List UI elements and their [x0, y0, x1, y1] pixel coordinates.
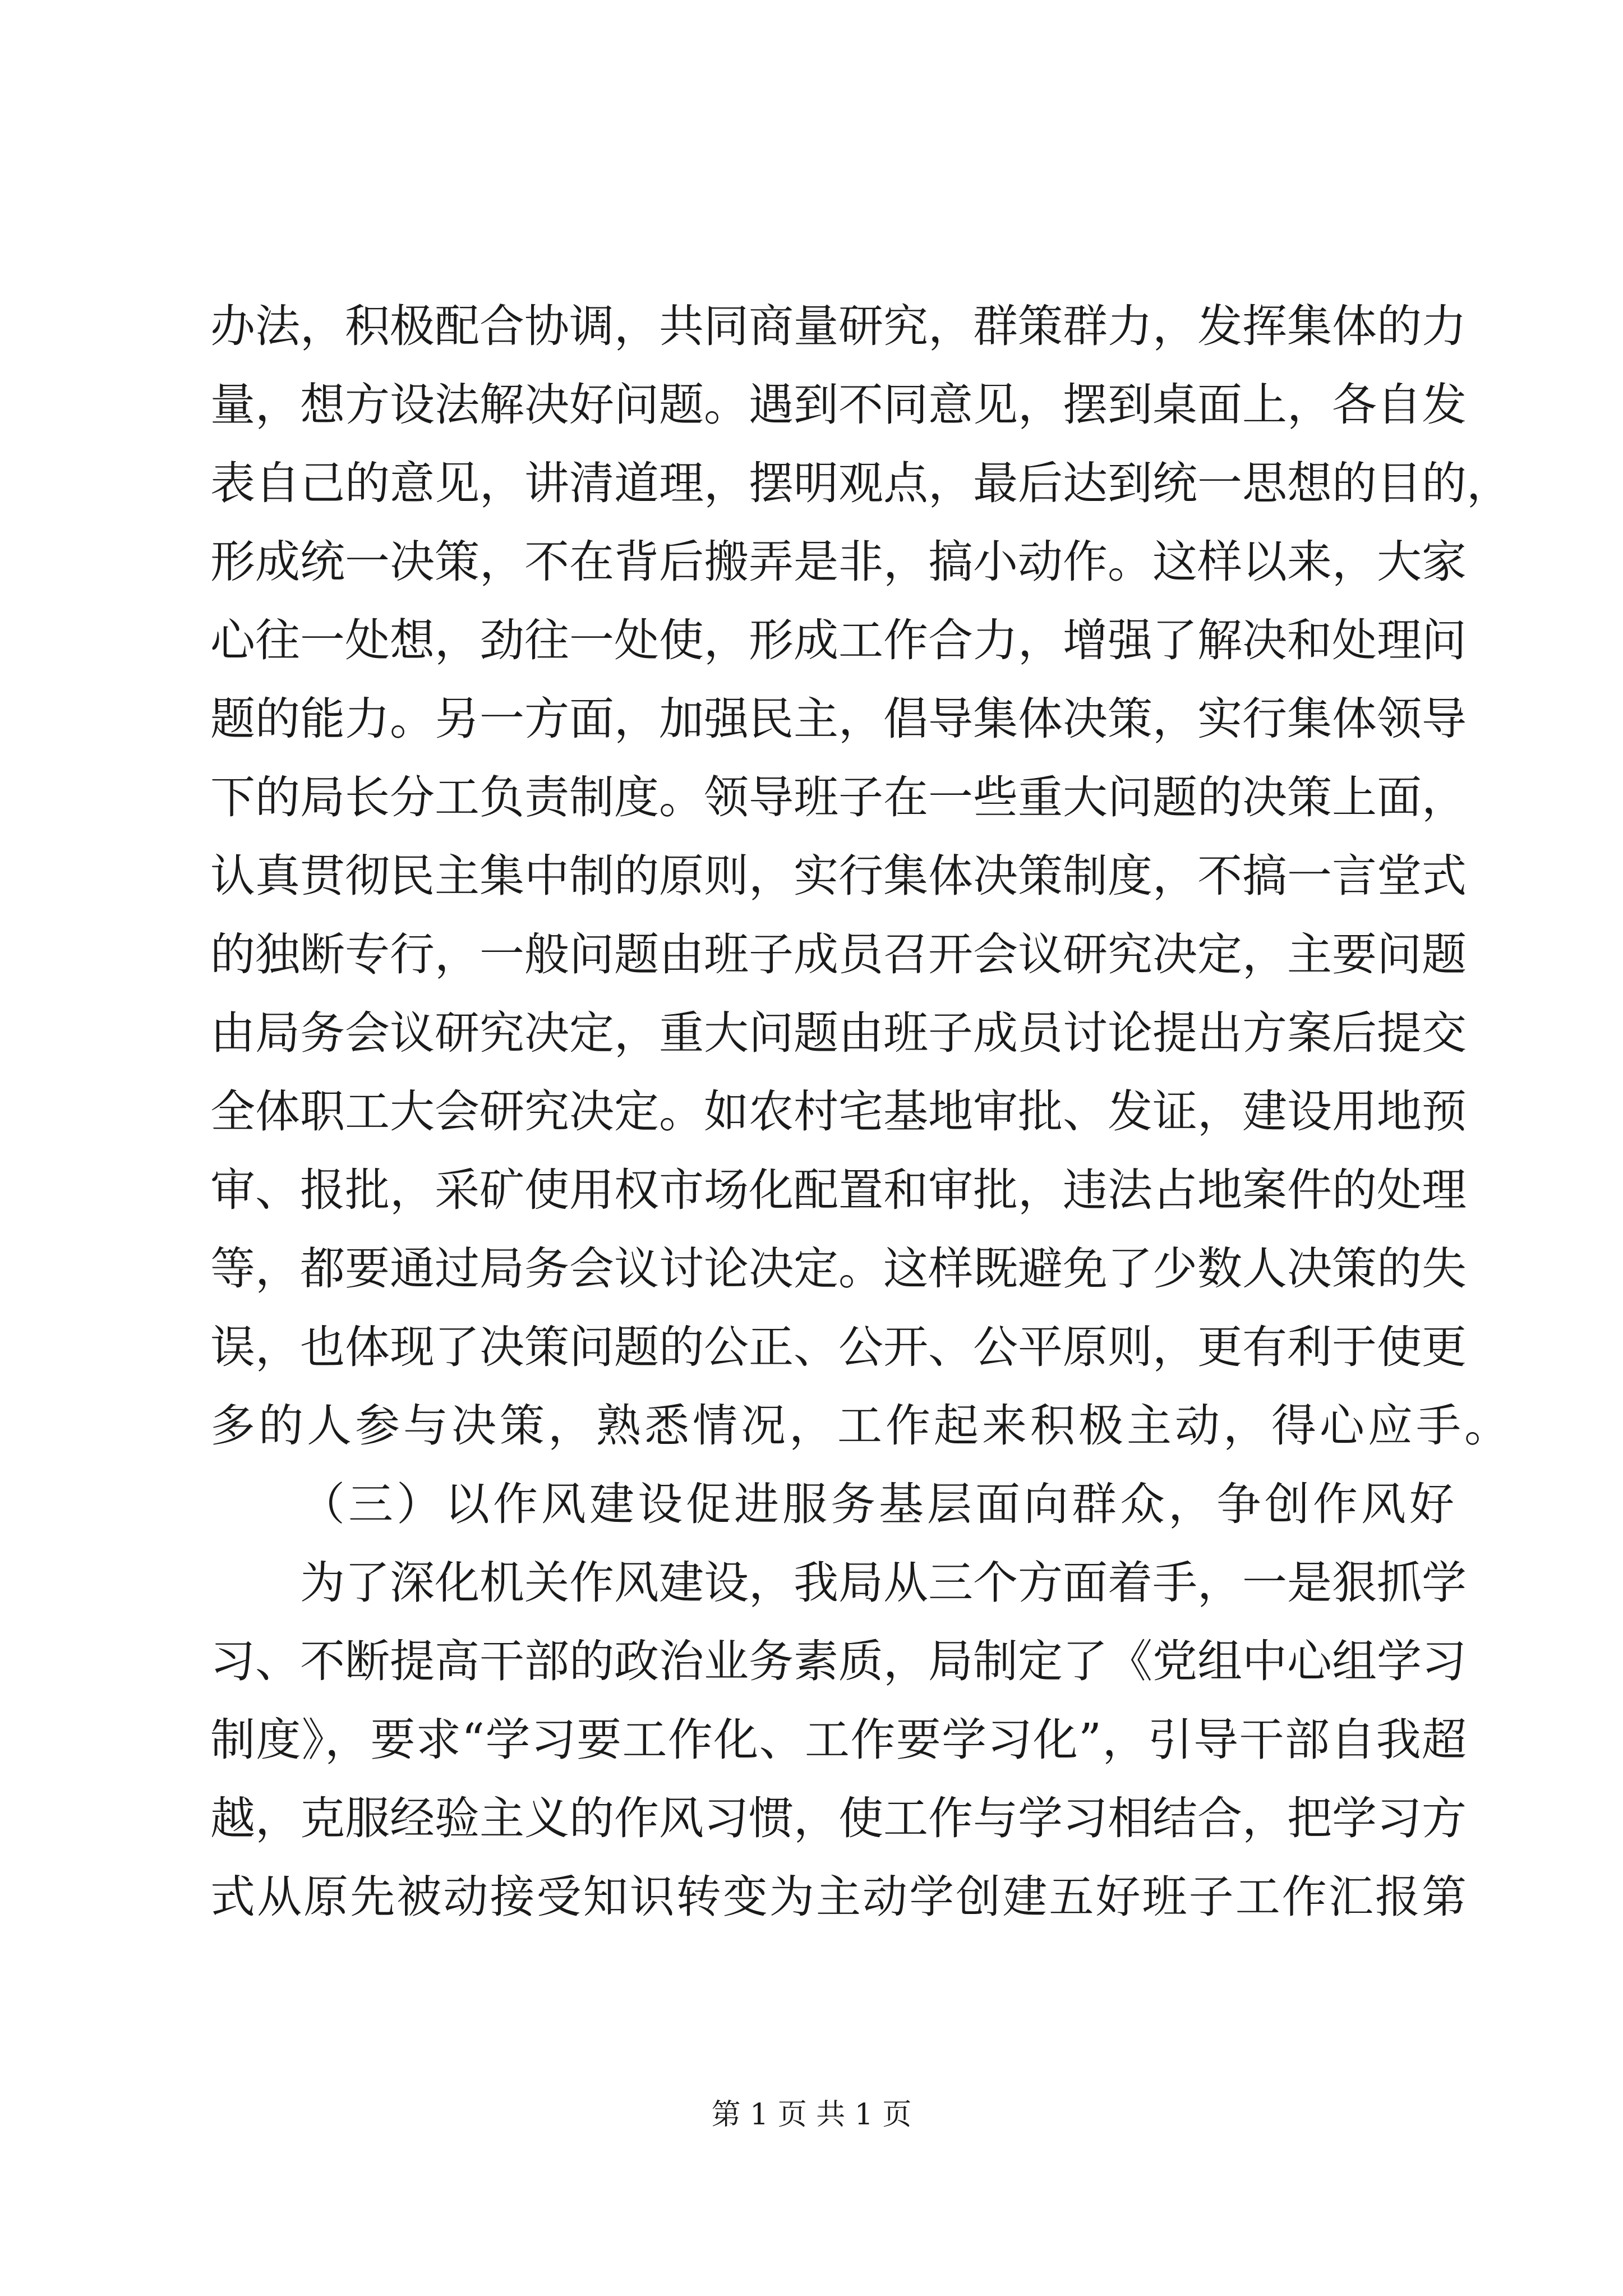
text-line: 办法，积极配合协调，共同商量研究，群策群力，发挥集体的力: [210, 300, 1467, 352]
text-line: 心往一处想，劲往一处使，形成工作合力，增强了解决和处理问: [210, 614, 1467, 666]
text-line: 多的人参与决策，熟悉情况，工作起来积极主动，得心应手。: [210, 1400, 1513, 1452]
section-heading: （三）以作风建设促进服务基层面向群众，争创作风好: [300, 1478, 1458, 1530]
text-line: 认真贯彻民主集中制的原则，实行集体决策制度，不搞一言堂式: [210, 850, 1467, 902]
text-line: 习、不断提高干部的政治业务素质，局制定了《党组中心组学习: [210, 1635, 1467, 1687]
text-line: 量，想方设法解决好问题。遇到不同意见，摆到桌面上，各自发: [210, 379, 1467, 431]
text-line: 下的局长分工负责制度。领导班子在一些重大问题的决策上面，: [210, 771, 1467, 823]
text-line: 误，也体现了决策问题的公正、公开、公平原则，更有利于使更: [210, 1321, 1467, 1373]
text-line: 制度》，要求“学习要工作化、工作要学习化”，引导干部自我超: [210, 1714, 1467, 1766]
text-line: 审、报批，采矿使用权市场化配置和审批，违法占地案件的处理: [210, 1164, 1467, 1216]
text-line: 全体职工大会研究决定。如农村宅基地审批、发证，建设用地预: [210, 1085, 1467, 1138]
text-line: 题的能力。另一方面，加强民主，倡导集体决策，实行集体领导: [210, 693, 1467, 745]
text-line: 为了深化机关作风建设，我局从三个方面着手，一是狠抓学: [300, 1557, 1467, 1609]
text-line: 表自己的意见，讲清道理，摆明观点，最后达到统一思想的目的，: [210, 457, 1511, 509]
page-footer: 第 1 页 共 1 页: [711, 2098, 912, 2132]
text-line: 的独断专行，一般问题由班子成员召开会议研究决定，主要问题: [210, 928, 1467, 981]
body-text: [210, 287, 1513, 1936]
text-line: 等，都要通过局务会议讨论决定。这样既避免了少数人决策的失: [210, 1243, 1467, 1295]
text-line: 式从原先被动接受知识转变为主动学创建五好班子工作汇报第: [210, 1871, 1467, 1923]
text-line: 由局务会议研究决定，重大问题由班子成员讨论提出方案后提交: [210, 1007, 1467, 1059]
text-line: 形成统一决策，不在背后搬弄是非，搞小动作。这样以来，大家: [210, 536, 1467, 588]
text-line: 越，克服经验主义的作风习惯，使工作与学习相结合，把学习方: [210, 1792, 1467, 1844]
